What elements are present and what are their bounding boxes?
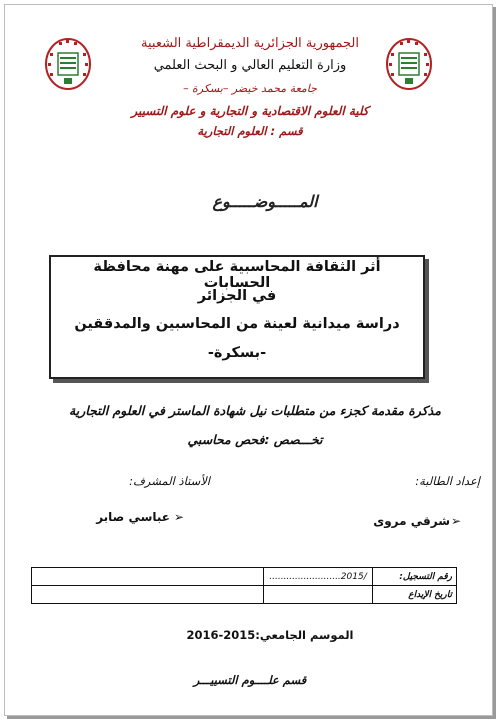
thesis-location-line: -بسكرة-	[207, 345, 267, 361]
thesis-title-box	[49, 255, 425, 379]
ministry-title: وزارة التعليم العالي و البحث العلمي	[153, 58, 347, 73]
registration-table	[31, 567, 457, 604]
supervisor-name: عباسي صابر	[96, 510, 170, 524]
prepared-by-label: إعداد الطالبة:	[415, 474, 480, 488]
deposit-date-value	[264, 586, 373, 604]
registration-number-label: رقم التسجيل:	[373, 568, 457, 586]
faculty-name: كلية العلوم الاقتصادية و التجارية و علوم التسيير	[131, 104, 369, 118]
department-name: قسم : العلوم التجارية	[197, 124, 303, 138]
registration-number-value: .........................2015/	[264, 568, 373, 586]
arrow-bullet-icon: ➢	[451, 514, 462, 528]
arrow-bullet-icon: ➢	[174, 510, 185, 524]
empty-cell	[32, 568, 264, 586]
university-name: جامعة محمد خيضر –بسكرة –	[183, 82, 317, 95]
empty-cell	[32, 586, 264, 604]
student-name: شرقي مروى	[373, 514, 450, 528]
table-row	[32, 568, 457, 586]
specialty: تخـــصص :فحص محاسبي	[187, 432, 323, 447]
supervisor-label: الأستاذ المشرف:	[129, 474, 210, 488]
thesis-title-line: أثر الثقافة المحاسبية على مهنة محافظة الحسابات	[93, 259, 381, 291]
deposit-date-label: تاريخ الإيداع	[373, 586, 457, 604]
subject-heading: المـــــوضـــــوع	[212, 192, 318, 211]
department-footer: قسم علــــوم التسييـــر	[193, 673, 307, 687]
republic-title: الجمهورية الجزائرية الديمقراطية الشعبية	[141, 36, 359, 51]
thesis-subtitle-line: دراسة ميدانية لعينة من المحاسبين والمدققين	[74, 316, 400, 332]
academic-season: الموسم الجامعي:2015-2016	[186, 628, 354, 642]
thesis-title-line: في الجزائر	[197, 288, 277, 304]
memo-description: مذكرة مقدمة كجزء من متطلبات نيل شهادة الماستر في العلوم التجارية	[69, 403, 441, 418]
table-row	[32, 586, 457, 604]
